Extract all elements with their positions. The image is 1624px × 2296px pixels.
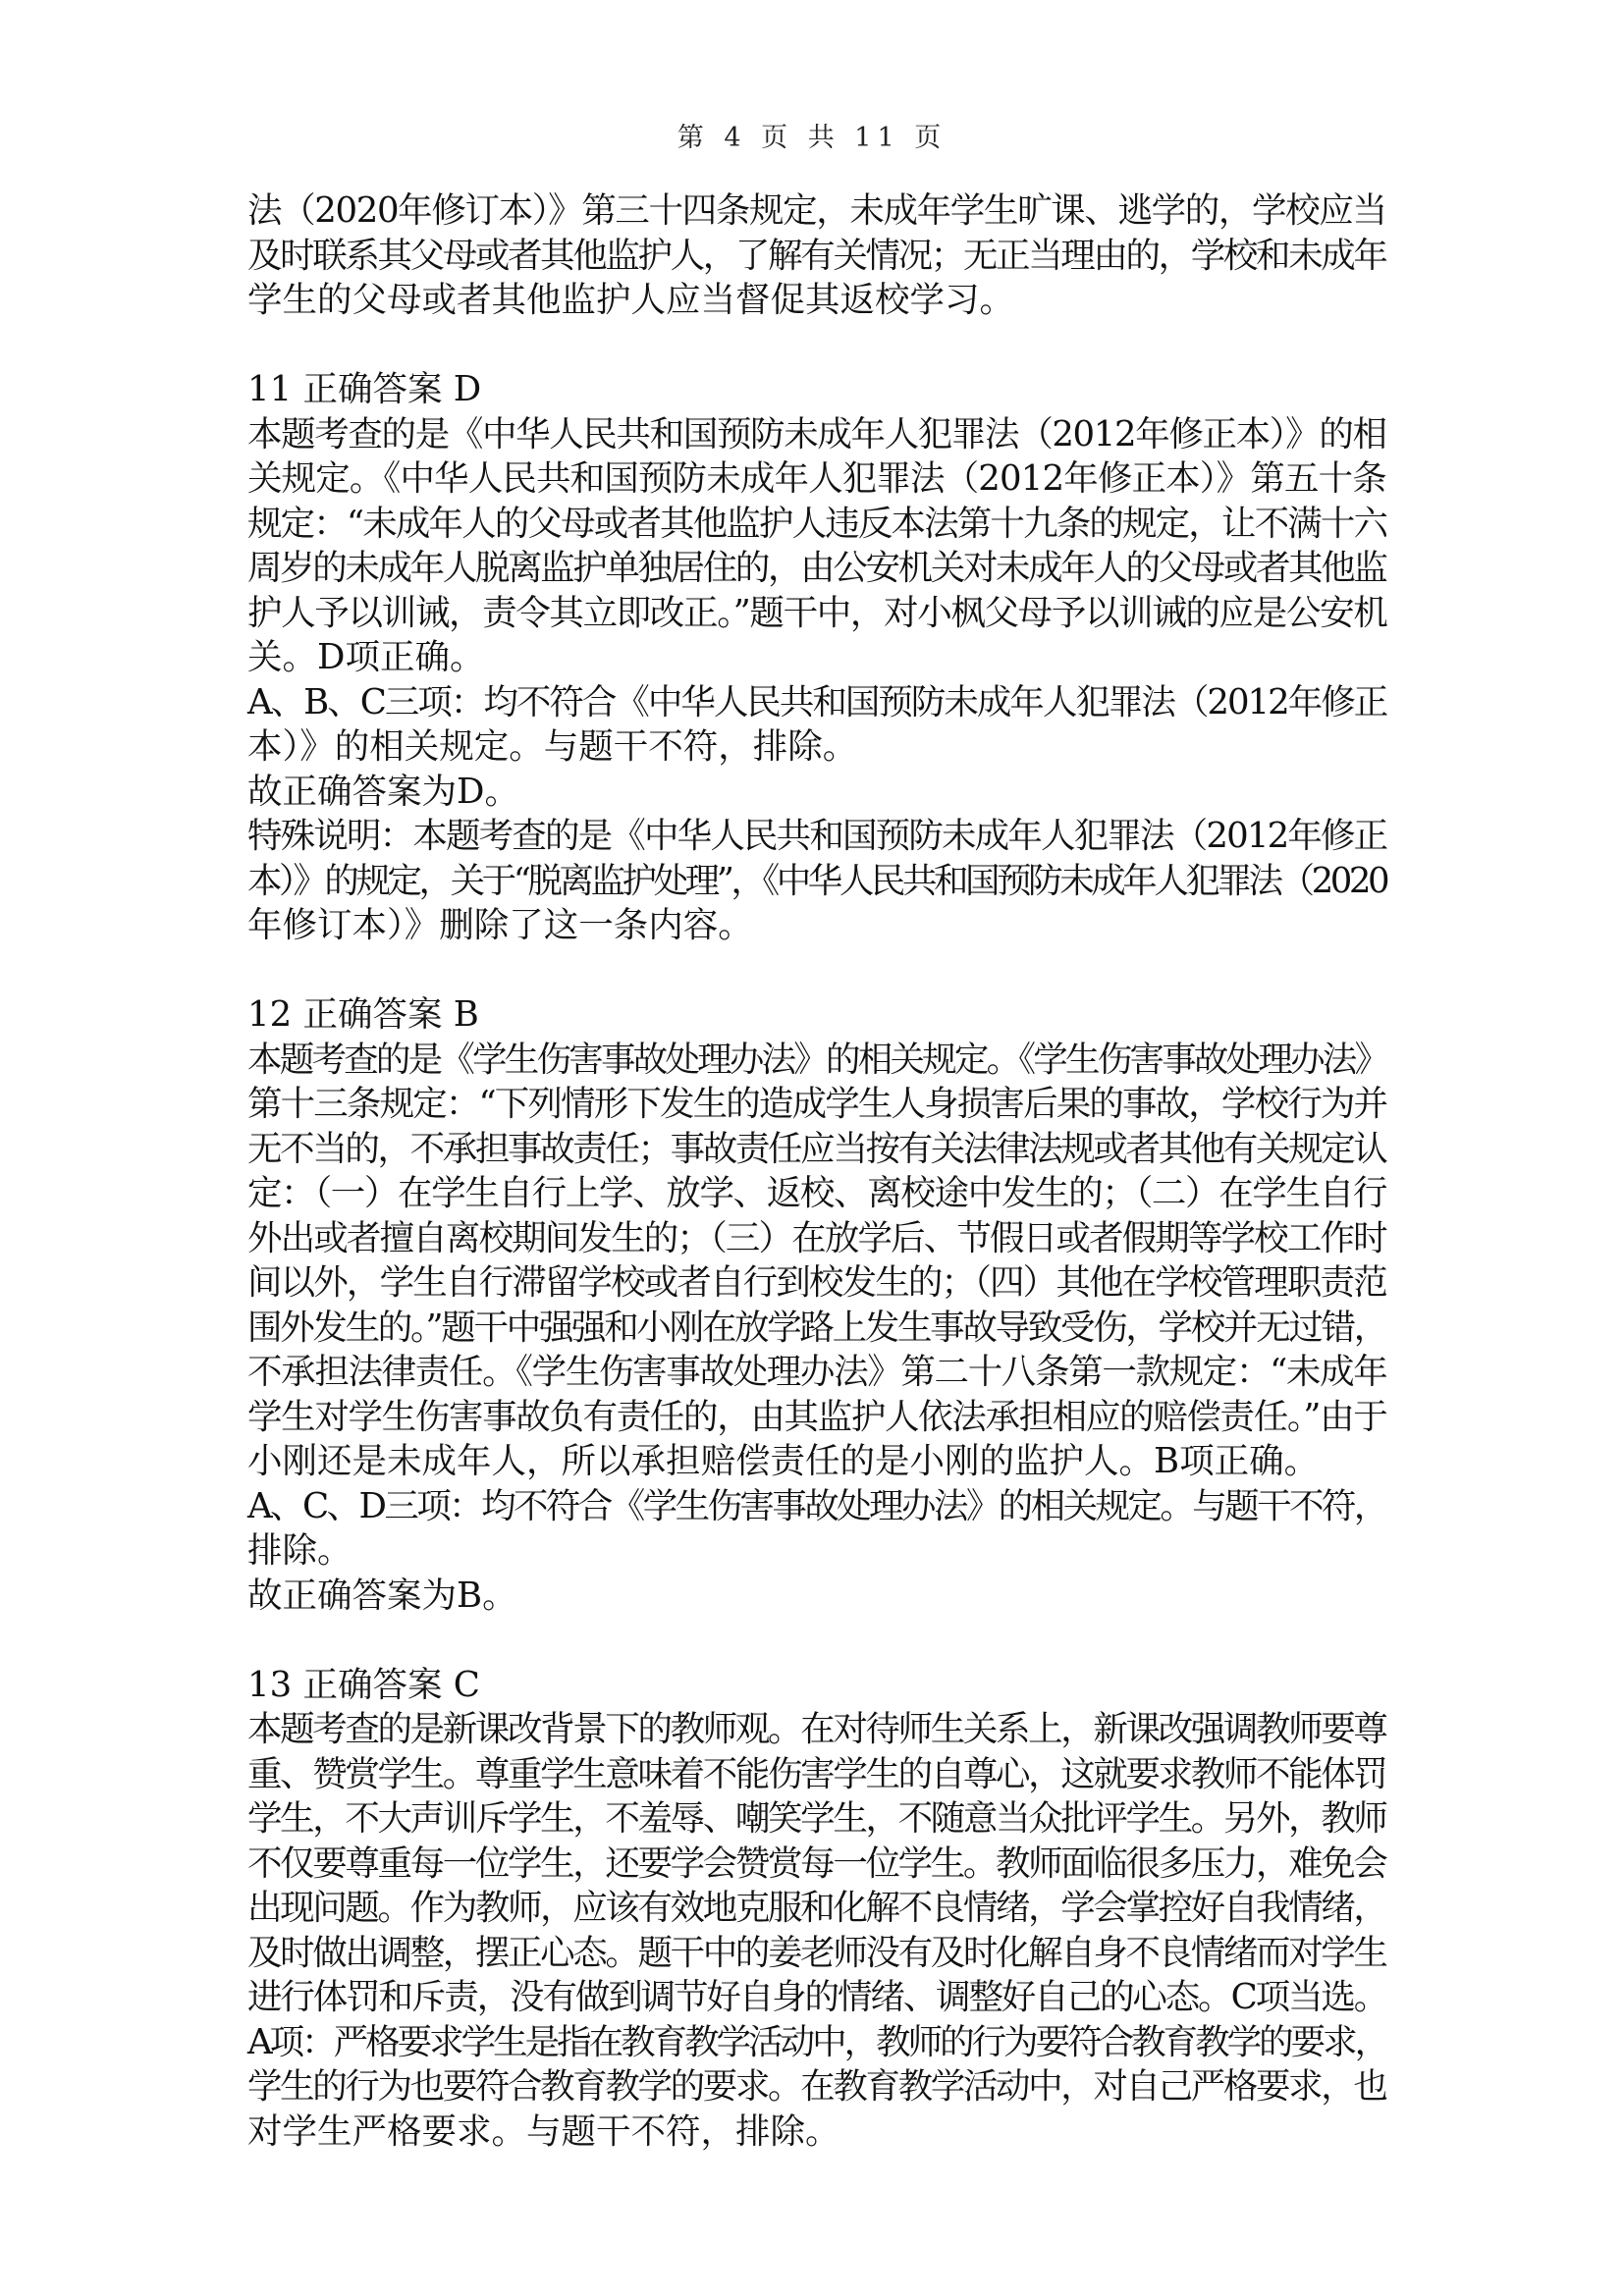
paragraph-gap	[247, 323, 1386, 368]
text-line: 不承担法律责任。《学生伤害事故处理办法》第二十八条第一款规定：“未成年	[247, 1352, 1387, 1392]
text-line: 本）》的规定，关于“脱离监护处理”，《中华人民共和国预防未成年人犯罪法（2020	[247, 860, 1387, 901]
text-line: 关规定。《中华人民共和国预防未成年人犯罪法（2012年修正本）》第五十条	[247, 458, 1386, 499]
text-line: 间以外，学生自行滞留学校或者自行到校发生的；（四）其他在学校管理职责范	[247, 1262, 1386, 1303]
text-line: 关。D项正确。	[247, 637, 485, 677]
document-body	[247, 188, 1386, 2154]
text-line: 及时做出调整，摆正心态。题干中的姜老师没有及时化解自身不良情绪而对学生	[247, 1932, 1386, 1973]
text-line: 本题考查的是《中华人民共和国预防未成年人犯罪法（2012年修正本）》的相	[247, 413, 1386, 454]
text-line: 故正确答案为D。	[247, 771, 519, 812]
text-line: 本题考查的是新课改背景下的教师观。在对待师生关系上，新课改强调教师要尊	[247, 1709, 1386, 1749]
text-line: 重、赞赏学生。尊重学生意味着不能伤害学生的自尊心，这就要求教师不能体罚	[247, 1753, 1386, 1794]
text-line: 学生的父母或者其他监护人应当督促其返校学习。	[247, 280, 1015, 320]
text-line: 第十三条规定：“下列情形下发生的造成学生人身损害后果的事故，学校行为并	[247, 1084, 1387, 1124]
text-line: 故正确答案为B。	[247, 1575, 517, 1616]
text-line: 小刚还是未成年人，所以承担赔偿责任的是小刚的监护人。B项正确。	[247, 1441, 1320, 1481]
text-line: 学生的行为也要符合教育教学的要求。在教育教学活动中，对自己严格要求，也	[247, 2066, 1386, 2107]
text-line: A、C、D三项：均不符合《学生伤害事故处理办法》的相关规定。与题干不符，	[247, 1485, 1386, 1526]
text-line: 本）》的相关规定。与题干不符，排除。	[247, 726, 858, 767]
answer-heading: 12 正确答案 B	[247, 994, 479, 1035]
text-line: 年修订本）》删除了这一条内容。	[247, 905, 753, 945]
text-line: A项：严格要求学生是指在教育教学活动中，教师的行为要符合教育教学的要求，	[247, 2021, 1387, 2062]
paragraph-gap	[247, 948, 1386, 993]
text-line: 定：（一）在学生自行上学、放学、返校、离校途中发生的；（二）在学生自行	[247, 1173, 1387, 1213]
text-line: 周岁的未成年人脱离监护单独居住的，由公安机关对未成年人的父母或者其他监	[247, 548, 1386, 588]
text-line: 外出或者擅自离校期间发生的；（三）在放学后、节假日或者假期等学校工作时	[247, 1217, 1386, 1258]
text-line: 护人予以训诫，责令其立即改正。”题干中，对小枫父母予以训诫的应是公安机	[247, 592, 1387, 633]
text-line: 规定：“未成年人的父母或者其他监护人违反本法第十九条的规定，让不满十六	[247, 503, 1387, 544]
text-line: 围外发生的。”题干中强强和小刚在放学路上发生事故导致受伤，学校并无过错，	[247, 1307, 1386, 1348]
text-line: A、B、C三项：均不符合《中华人民共和国预防未成年人犯罪法（2012年修正	[247, 681, 1387, 722]
text-line: 学生对学生伤害事故负有责任的，由其监护人依法承担相应的赔偿责任。”由于	[247, 1396, 1387, 1437]
answer-heading: 13 正确答案 C	[247, 1664, 480, 1705]
text-line: 不仅要尊重每一位学生，还要学会赞赏每一位学生。教师面临很多压力，难免会	[247, 1842, 1386, 1884]
answer-heading: 11 正确答案 D	[247, 369, 482, 409]
text-line: 进行体罚和斥责，没有做到调节好自身的情绪、调整好自己的心态。C项当选。	[247, 1977, 1387, 2017]
text-line: 学生，不大声训斥学生，不羞辱、嘲笑学生，不随意当众批评学生。另外，教师	[247, 1798, 1386, 1839]
text-line: 本题考查的是《学生伤害事故处理办法》的相关规定。《学生伤害事故处理办法》	[247, 1039, 1387, 1080]
page-header: 第 4 页 共 11 页	[677, 123, 947, 153]
text-line: 排除。	[247, 1530, 352, 1571]
text-line: 及时联系其父母或者其他监护人，了解有关情况；无正当理由的，学校和未成年	[247, 235, 1386, 276]
paragraph-gap	[247, 1618, 1386, 1663]
text-line: 特殊说明：本题考查的是《中华人民共和国预防未成年人犯罪法（2012年修正	[247, 816, 1387, 856]
text-line: 法（2020年修订本）》第三十四条规定，未成年学生旷课、逃学的，学校应当	[247, 190, 1386, 231]
text-line: 出现问题。作为教师，应该有效地克服和化解不良情绪，学会掌控好自我情绪，	[247, 1888, 1386, 1928]
text-line: 对学生严格要求。与题干不符，排除。	[247, 2110, 840, 2152]
text-line: 无不当的，不承担事故责任；事故责任应当按有关法律法规或者其他有关规定认	[247, 1128, 1386, 1169]
